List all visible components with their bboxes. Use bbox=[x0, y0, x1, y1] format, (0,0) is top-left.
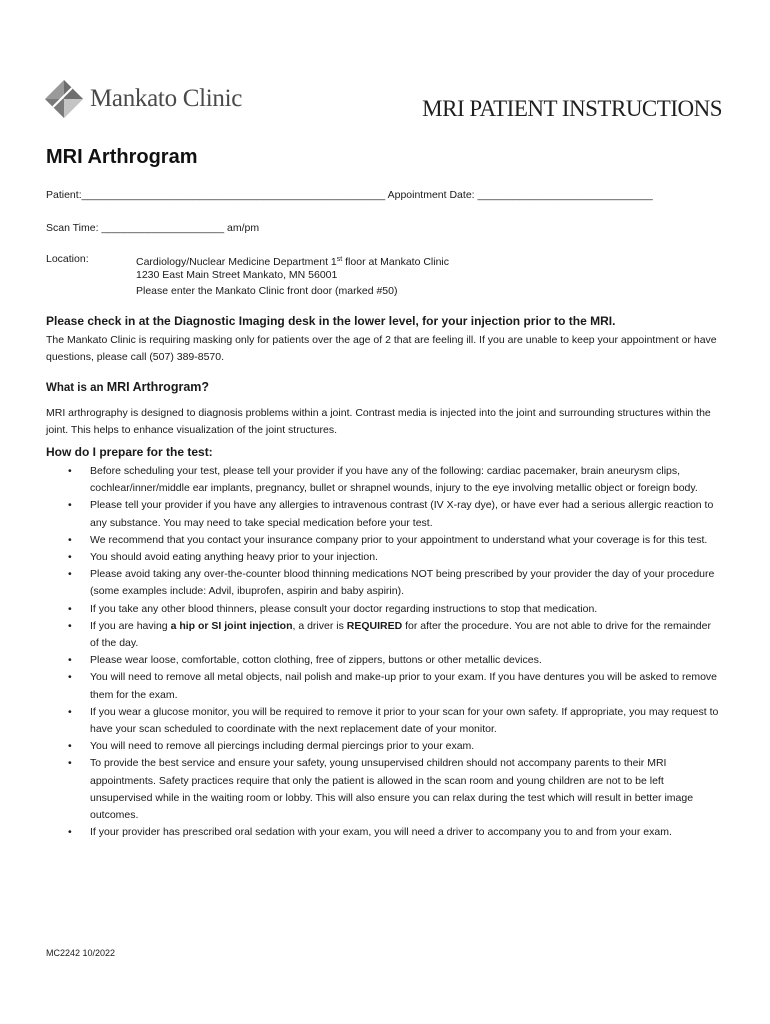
prepare-list bbox=[46, 463, 722, 841]
what-is-paragraph: MRI arthrography is designed to diagnosis problems within a joint. Contrast media is injected into the joint and surrounding structures within the joint. This helps to enhance visualization of the joint structures. bbox=[46, 407, 711, 436]
checkin-instruction: Please check in at the Diagnostic Imaging desk in the lower level, for your injection prior to the MRI. bbox=[46, 314, 616, 328]
patient-appointment-line: Patient:____________________________________________________ Appointment Date: ______________________________ bbox=[46, 189, 653, 201]
logo-text: Mankato Clinic bbox=[90, 85, 243, 112]
list-item: • You will need to remove all piercings including dermal piercings prior to your exam. bbox=[68, 740, 475, 753]
location-line-2: 1230 East Main Street Mankato, MN 56001 bbox=[136, 269, 338, 281]
document-title: MRI PATIENT INSTRUCTIONS bbox=[422, 96, 722, 121]
clinic-logo bbox=[44, 79, 242, 119]
list-item: • You will need to remove all metal objects, nail polish and make-up prior to your exam. If you have dentures you will be asked to remove them for the exam. bbox=[68, 671, 718, 701]
list-item: • If your provider has prescribed oral sedation with your exam, you will need a driver to accompany you to and from your exam. bbox=[68, 826, 672, 839]
list-item: • Please avoid taking any over-the-counter blood thinning medications NOT being prescribed by your provider the day of your procedure (some examples include: Advil, ibuprofen, aspirin and baby aspirin). bbox=[68, 568, 715, 598]
list-item: • You should avoid eating anything heavy prior to your injection. bbox=[68, 551, 378, 564]
location-block bbox=[136, 251, 449, 299]
page-title: MRI Arthrogram bbox=[46, 146, 198, 168]
list-item-driver: • If you are having a hip or SI joint injection, a driver is REQUIRED for after the procedure. You are not able to drive for the remainder of the day. bbox=[68, 619, 711, 650]
prepare-heading: How do I prepare for the test: bbox=[46, 445, 213, 459]
what-is-heading: What is an MRI Arthrogram? bbox=[46, 380, 210, 394]
list-item: • We recommend that you contact your insurance company prior to your appointment to understand what your coverage is for this test. bbox=[68, 533, 708, 546]
list-item: • Please wear loose, comfortable, cotton clothing, free of zippers, buttons or other metallic devices. bbox=[68, 654, 542, 667]
list-item: • Before scheduling your test, please tell your provider if you have any of the following: cardiac pacemaker, brain aneurysm clips, cochlear/inner/middle ear implants, pregnancy, bullet or shrapnel wounds, injury to the eye involving metallic object or foreign body. bbox=[68, 465, 698, 495]
list-item: • If you wear a glucose monitor, you will be required to remove it prior to your scan for your own safety. If appropriate, you may request to have your scan scheduled to coordinate with the next replacement date of your monitor. bbox=[68, 705, 719, 736]
list-item: • To provide the best service and ensure your safety, young unsupervised children should not accompany parents to their MRI appointments. Safety practices require that only the patient is allowed in the scan room and young children are not to be left unsupervised while in the waiting room or lobby. This will also ensure you can relax during the test which will result in better image outcomes. bbox=[68, 757, 694, 822]
list-item: • If you take any other blood thinners, please consult your doctor regarding instructions to stop that medication. bbox=[68, 602, 598, 615]
scan-time-line: Scan Time: _____________________ am/pm bbox=[46, 222, 260, 234]
list-item: • Please tell your provider if you have any allergies to intravenous contrast (IV X-ray dye), or have ever had a serious allergic reaction to any substance. You may need to take special medication before your test. bbox=[68, 499, 714, 529]
form-code: MC2242 10/2022 bbox=[46, 948, 116, 958]
masking-paragraph: The Mankato Clinic is requiring masking only for patients over the age of 2 that are feeling ill. If you are unable to keep your appointment or have questions, please call (507) 389-8570. bbox=[46, 334, 717, 363]
location-line-3: Please enter the Mankato Clinic front door (marked #50) bbox=[136, 285, 398, 297]
location-line-1: Cardiology/Nuclear Medicine Department 1st floor at Mankato Clinic bbox=[136, 256, 450, 268]
diamond-logo-icon bbox=[44, 79, 84, 119]
location-label: Location: bbox=[46, 253, 89, 265]
